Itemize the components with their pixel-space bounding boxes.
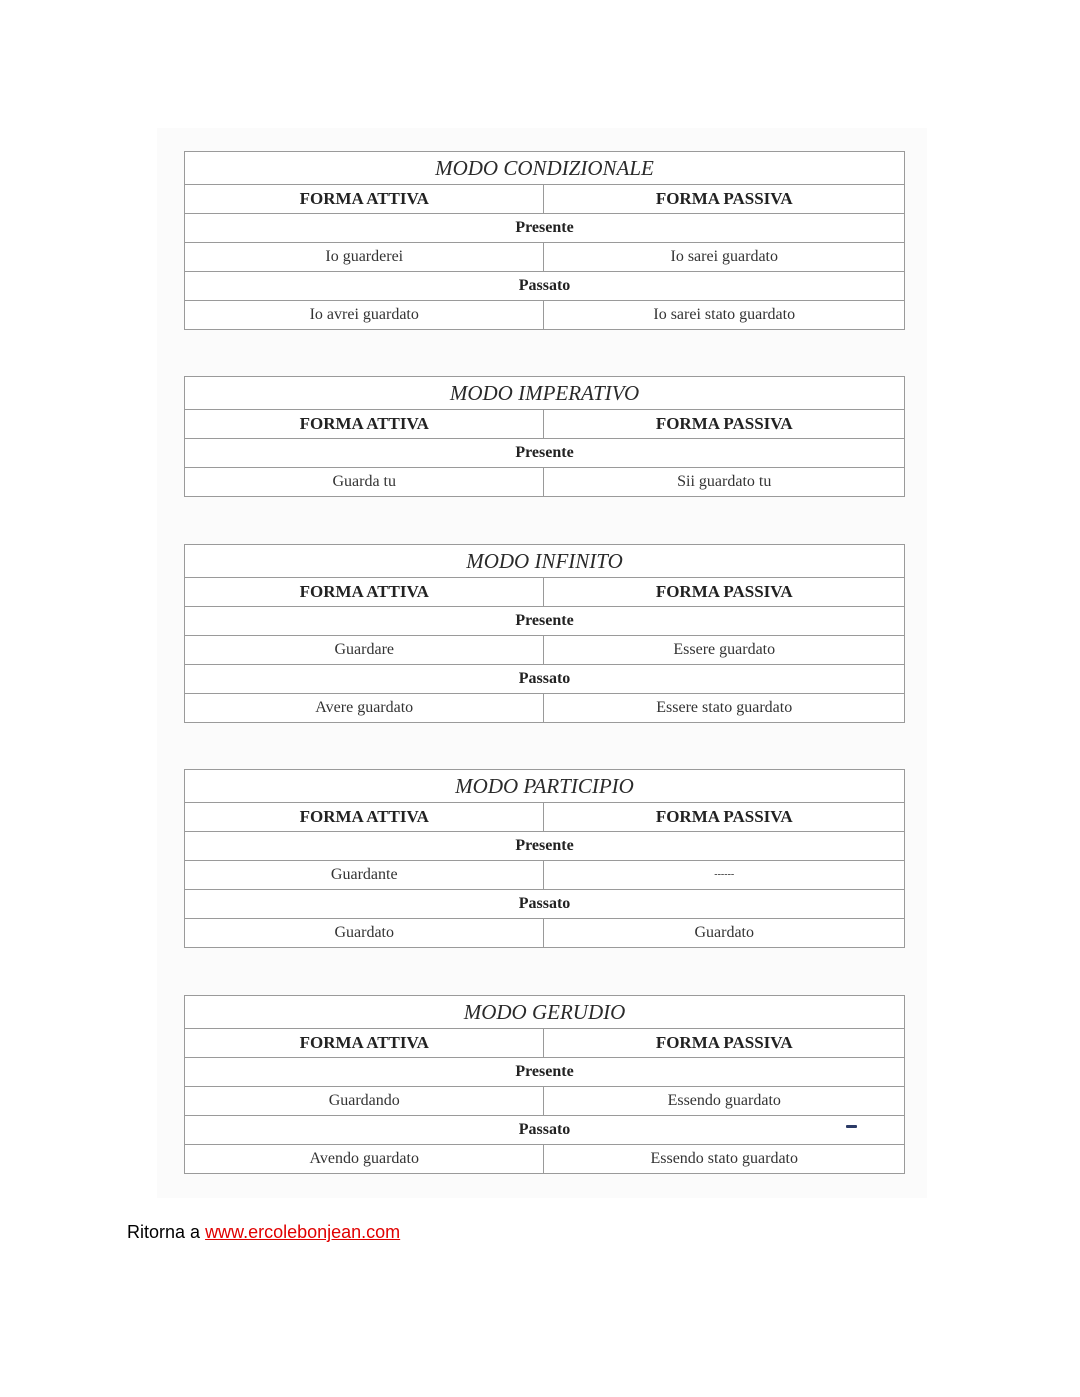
tense-label: Passato [185,890,905,919]
tense-label: Presente [185,439,905,468]
passive-form: Guardato [544,919,905,948]
table-row [185,1087,905,1116]
header-forma-attiva: FORMA ATTIVA [185,185,544,214]
tense-label: Presente [185,1058,905,1087]
footer [127,1222,400,1243]
tense-label: Passato [185,272,905,301]
passive-form: Essendo guardato [544,1087,905,1116]
passive-form: Essendo stato guardato [544,1145,905,1174]
header-forma-attiva: FORMA ATTIVA [185,803,544,832]
header-forma-passiva: FORMA PASSIVA [544,410,905,439]
footer-link[interactable]: www.ercolebonjean.com [205,1222,401,1242]
table-title: MODO IMPERATIVO [185,377,905,410]
passive-form: Io sarei stato guardato [544,301,905,330]
active-form: Guardando [185,1087,544,1116]
header-forma-passiva: FORMA PASSIVA [544,803,905,832]
table-row [185,919,905,948]
table-title: MODO GERUDIO [185,996,905,1029]
active-form: Io guarderei [185,243,544,272]
tense-label: Passato [185,665,905,694]
table-row [185,861,905,890]
tense-label: Passato [185,1116,905,1145]
mode-table-gerudio [184,995,905,1174]
mode-table-condizionale [184,151,905,330]
active-form: Guardato [185,919,544,948]
mode-table-imperativo [184,376,905,497]
tense-label: Presente [185,214,905,243]
passive-form: Essere guardato [544,636,905,665]
passive-form: Essere stato guardato [544,694,905,723]
table-row [185,468,905,497]
footer-prefix: Ritorna a [127,1222,201,1242]
header-forma-attiva: FORMA ATTIVA [185,1029,544,1058]
active-form: Guardante [185,861,544,890]
active-form: Guarda tu [185,468,544,497]
active-form: Io avrei guardato [185,301,544,330]
passive-form-empty: ------ [544,861,905,890]
tense-label: Presente [185,832,905,861]
mode-table-participio [184,769,905,948]
header-forma-passiva: FORMA PASSIVA [544,1029,905,1058]
table-row [185,694,905,723]
active-form: Avere guardato [185,694,544,723]
passive-form: Io sarei guardato [544,243,905,272]
header-forma-attiva: FORMA ATTIVA [185,578,544,607]
table-title: MODO CONDIZIONALE [185,152,905,185]
mode-table-infinito [184,544,905,723]
table-row [185,243,905,272]
table-row [185,636,905,665]
table-title: MODO INFINITO [185,545,905,578]
table-row [185,1145,905,1174]
active-form: Avendo guardato [185,1145,544,1174]
table-title: MODO PARTICIPIO [185,770,905,803]
header-forma-attiva: FORMA ATTIVA [185,410,544,439]
active-form: Guardare [185,636,544,665]
header-forma-passiva: FORMA PASSIVA [544,578,905,607]
passive-form: Sii guardato tu [544,468,905,497]
tense-label: Presente [185,607,905,636]
ink-mark [846,1125,857,1128]
table-row [185,301,905,330]
header-forma-passiva: FORMA PASSIVA [544,185,905,214]
